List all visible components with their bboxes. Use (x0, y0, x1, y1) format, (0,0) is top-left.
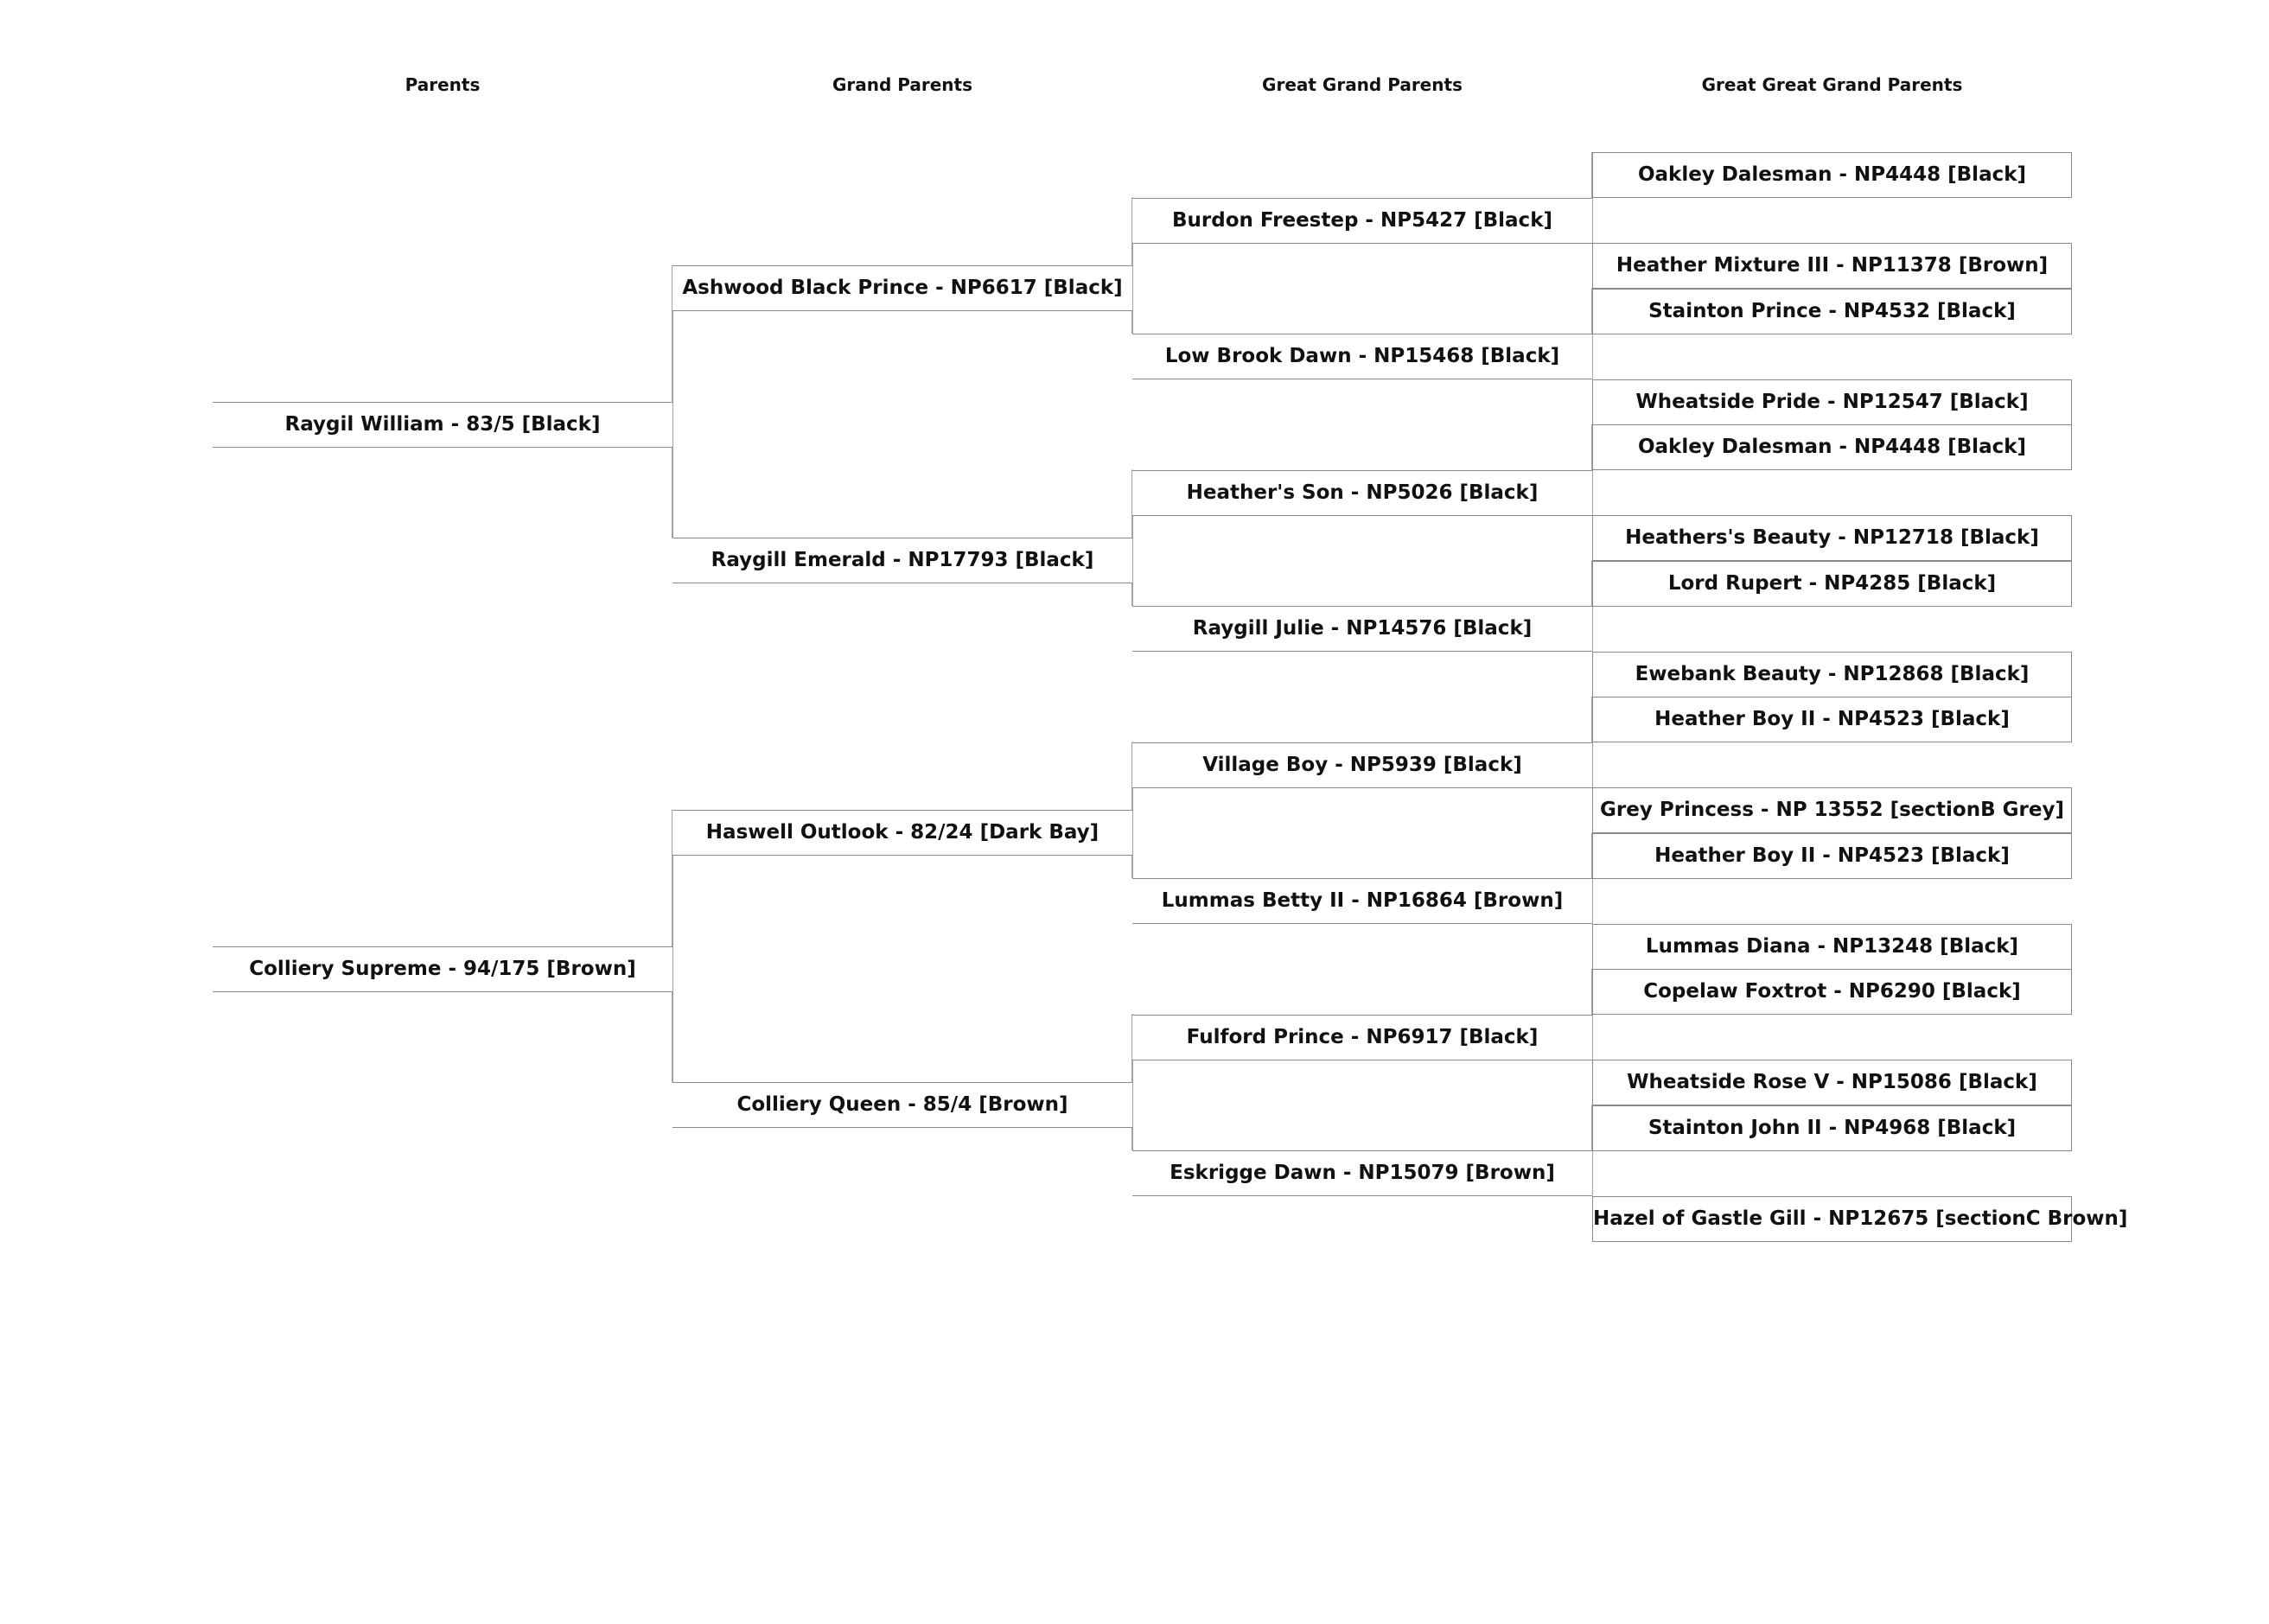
great-great-grand-parent-box: Wheatside Pride - NP12547 [Black] (1592, 379, 2072, 425)
great-great-grand-parent-box: Heather Boy II - NP4523 [Black] (1592, 833, 2072, 879)
great-great-grand-parent-box: Ewebank Beauty - NP12868 [Black] (1592, 652, 2072, 697)
great-grand-parent-box: Fulford Prince - NP6917 [Black] (1132, 1015, 1592, 1060)
great-grand-parent-box: Heather's Son - NP5026 [Black] (1132, 470, 1592, 516)
great-great-grand-parent-box: Heathers's Beauty - NP12718 [Black] (1592, 515, 2072, 561)
grand-parent-box: Raygill Emerald - NP17793 [Black] (672, 538, 1132, 583)
great-great-grand-parent-box: Copelaw Foxtrot - NP6290 [Black] (1592, 969, 2072, 1015)
great-grand-parent-box: Village Boy - NP5939 [Black] (1132, 742, 1592, 788)
column-header-great-grand-parent: Great Grand Parents (1262, 74, 1463, 95)
great-great-grand-parent-box: Stainton John II - NP4968 [Black] (1592, 1105, 2072, 1151)
great-great-grand-parent-box: Lummas Diana - NP13248 [Black] (1592, 924, 2072, 970)
grand-parent-box: Haswell Outlook - 82/24 [Dark Bay] (672, 810, 1132, 856)
great-great-grand-parent-box: Heather Mixture III - NP11378 [Brown] (1592, 243, 2072, 289)
great-great-grand-parent-box: Heather Boy II - NP4523 [Black] (1592, 697, 2072, 742)
column-header-grand-parent: Grand Parents (832, 74, 973, 95)
great-great-grand-parent-box: Oakley Dalesman - NP4448 [Black] (1592, 424, 2072, 470)
parent-box: Raygil William - 83/5 [Black] (213, 402, 672, 448)
column-header-parent: Parents (405, 74, 481, 95)
great-great-grand-parent-box: Grey Princess - NP 13552 [sectionB Grey] (1592, 787, 2072, 833)
grand-parent-box: Colliery Queen - 85/4 [Brown] (672, 1082, 1132, 1128)
great-grand-parent-box: Low Brook Dawn - NP15468 [Black] (1132, 334, 1592, 379)
great-grand-parent-box: Lummas Betty II - NP16864 [Brown] (1132, 878, 1592, 924)
great-great-grand-parent-box: Oakley Dalesman - NP4448 [Black] (1592, 152, 2072, 198)
great-great-grand-parent-box: Stainton Prince - NP4532 [Black] (1592, 289, 2072, 334)
great-grand-parent-box: Eskrigge Dawn - NP15079 [Brown] (1132, 1150, 1592, 1196)
great-great-grand-parent-box: Wheatside Rose V - NP15086 [Black] (1592, 1060, 2072, 1105)
great-grand-parent-box: Raygill Julie - NP14576 [Black] (1132, 606, 1592, 652)
column-header-great-great-grand-parent: Great Great Grand Parents (1701, 74, 1963, 95)
great-grand-parent-box: Burdon Freestep - NP5427 [Black] (1132, 198, 1592, 244)
parent-box: Colliery Supreme - 94/175 [Brown] (213, 946, 672, 992)
great-great-grand-parent-box: Lord Rupert - NP4285 [Black] (1592, 561, 2072, 607)
grand-parent-box: Ashwood Black Prince - NP6617 [Black] (672, 265, 1132, 311)
great-great-grand-parent-box: Hazel of Gastle Gill - NP12675 [sectionC Brown] (1592, 1196, 2072, 1242)
